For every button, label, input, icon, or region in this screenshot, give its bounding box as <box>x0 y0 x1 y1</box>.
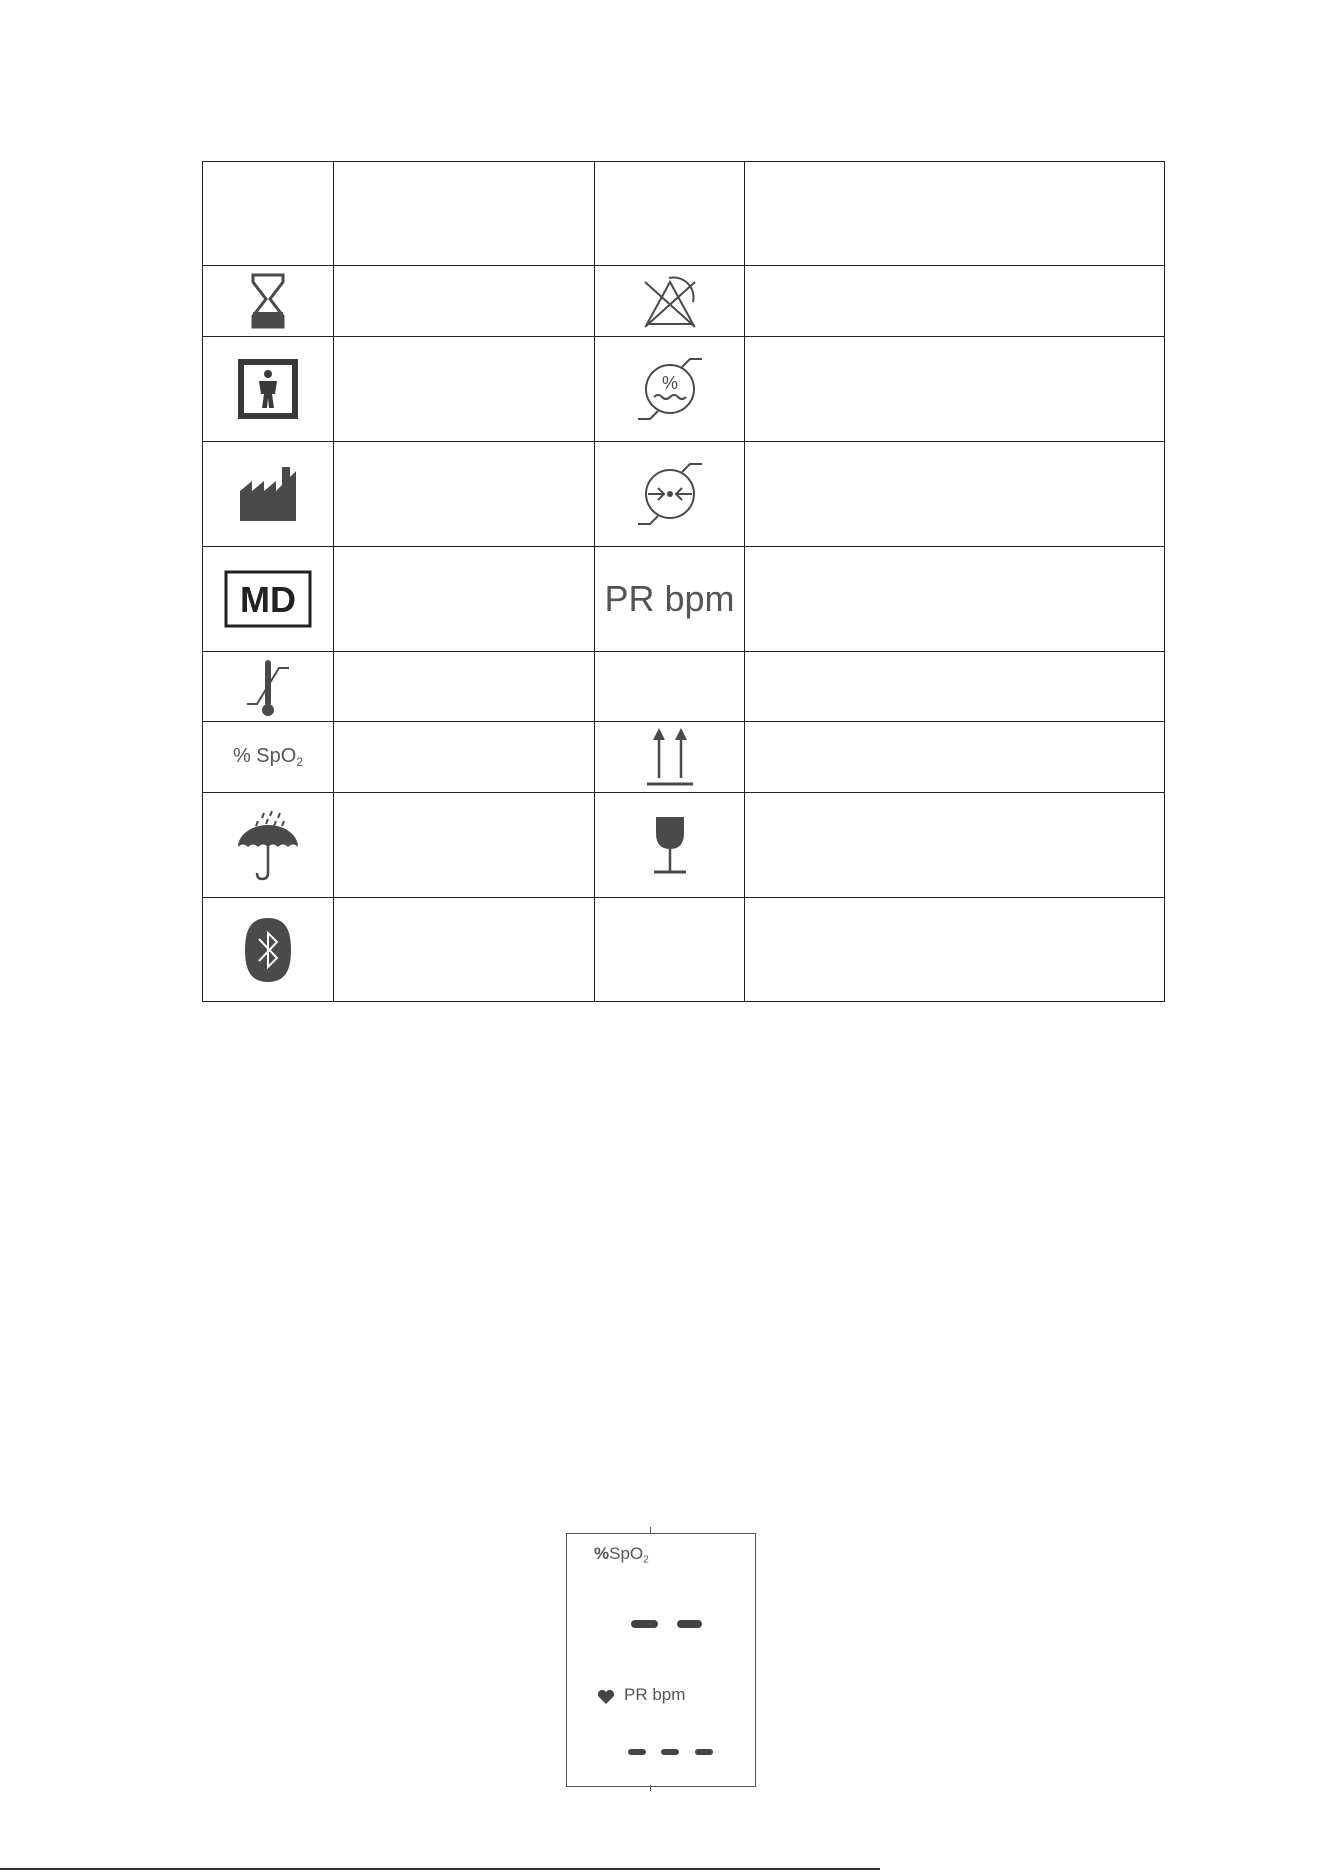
humidity-limit-icon <box>636 357 704 421</box>
display-pr-label: PR bpm <box>624 1685 686 1704</box>
description-cell <box>334 547 595 652</box>
description-cell <box>334 266 595 337</box>
symbol-cell <box>203 652 334 722</box>
fragile-icon <box>650 815 690 875</box>
table-row <box>203 266 1165 337</box>
table-row <box>203 442 1165 547</box>
spo2-subscript: 2 <box>296 755 304 770</box>
svg-text:%: % <box>661 373 678 393</box>
symbol-cell <box>203 898 334 1002</box>
header-cell-desc-1 <box>334 162 595 266</box>
symbol-cell <box>595 337 745 442</box>
symbol-table <box>202 161 1165 1002</box>
description-cell <box>334 442 595 547</box>
pr-bpm-label: PR bpm <box>604 578 735 619</box>
table-row <box>203 898 1165 1002</box>
table-row <box>203 547 1165 652</box>
symbol-cell <box>203 337 334 442</box>
symbol-cell <box>595 898 745 1002</box>
display-bottom-tick <box>650 1785 651 1791</box>
no-alarm-icon <box>639 272 701 330</box>
spo2-dash <box>631 1620 658 1628</box>
pr-dash <box>628 1749 646 1755</box>
header-cell-symbol-1 <box>203 162 334 266</box>
description-cell <box>745 442 1165 547</box>
display-spo2-label <box>594 1544 649 1566</box>
medical-device-icon <box>224 570 312 628</box>
pr-dash <box>661 1749 679 1755</box>
keep-dry-icon <box>236 809 300 881</box>
description-cell <box>745 337 1165 442</box>
md-label: MD <box>240 579 296 620</box>
spo2-label <box>232 744 304 770</box>
manufacturer-icon <box>240 467 296 521</box>
description-cell <box>745 898 1165 1002</box>
description-cell <box>334 337 595 442</box>
footer-rule <box>0 1868 880 1870</box>
table-row <box>203 652 1165 722</box>
heart-icon <box>597 1689 615 1705</box>
spo2-prefix: % SpO <box>232 744 297 767</box>
hourglass-icon <box>248 272 288 330</box>
symbol-cell <box>203 442 334 547</box>
symbol-cell <box>595 722 745 793</box>
description-cell <box>334 722 595 793</box>
table-row <box>203 793 1165 898</box>
symbol-cell <box>203 793 334 898</box>
display-spo2-percent: % <box>594 1544 610 1563</box>
description-cell <box>745 266 1165 337</box>
symbol-cell <box>595 442 745 547</box>
header-cell-desc-2 <box>745 162 1165 266</box>
display-spo2-text: SpO <box>609 1544 644 1563</box>
applied-part-icon <box>238 359 298 419</box>
pr-dash <box>695 1749 713 1755</box>
temperature-limit-icon <box>245 654 291 720</box>
table-header-row <box>203 162 1165 266</box>
symbol-cell <box>203 547 334 652</box>
bluetooth-icon <box>244 917 292 983</box>
spo2-dash <box>677 1620 702 1628</box>
symbol-cell <box>595 652 745 722</box>
symbol-cell <box>203 266 334 337</box>
pressure-limit-icon <box>636 462 704 526</box>
display-spo2-subscript: 2 <box>643 1554 649 1566</box>
symbol-cell <box>203 722 334 793</box>
symbol-cell <box>595 266 745 337</box>
description-cell <box>745 652 1165 722</box>
symbol-cell <box>595 547 745 652</box>
description-cell <box>745 793 1165 898</box>
description-cell <box>334 652 595 722</box>
table-row <box>203 337 1165 442</box>
this-way-up-icon <box>645 726 695 788</box>
description-cell <box>334 898 595 1002</box>
oximeter-display <box>566 1533 756 1787</box>
header-cell-symbol-2 <box>595 162 745 266</box>
description-cell <box>745 722 1165 793</box>
table-row <box>203 722 1165 793</box>
description-cell <box>745 547 1165 652</box>
symbol-cell <box>595 793 745 898</box>
description-cell <box>334 793 595 898</box>
